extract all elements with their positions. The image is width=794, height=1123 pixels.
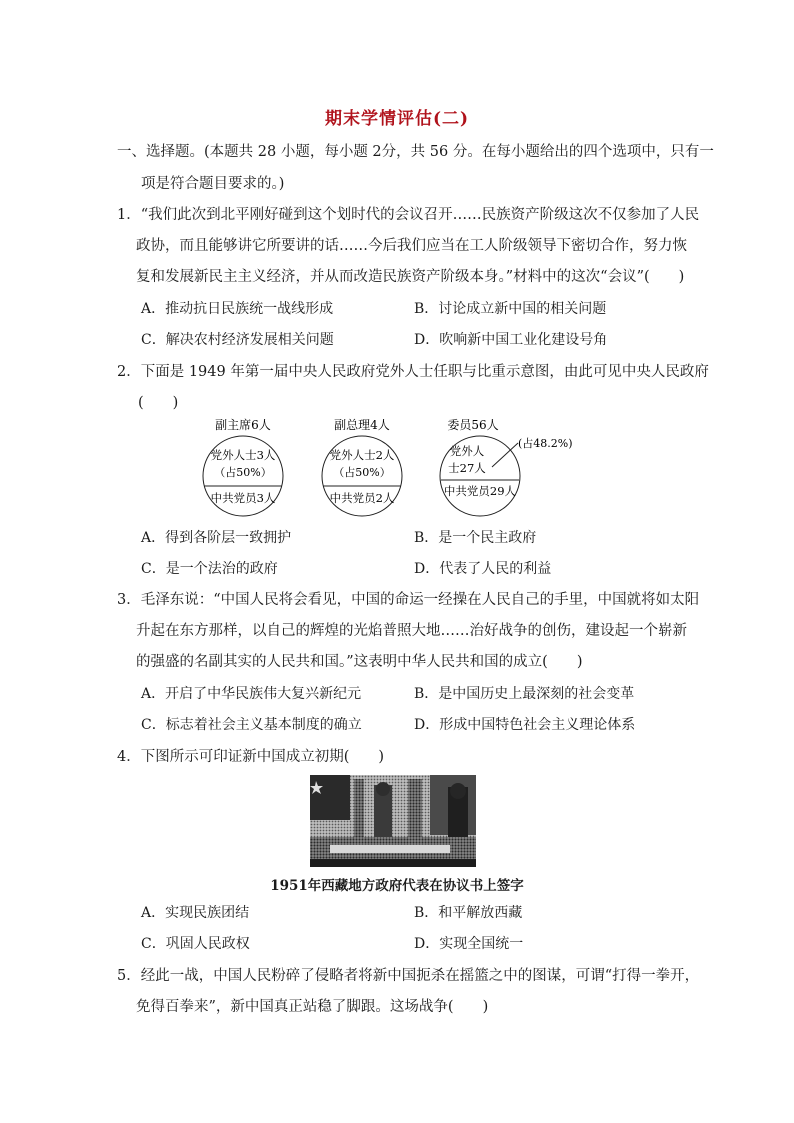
q3-stem-line-3: 的强盛的名副其实的人民共和国。”这表明中华人民共和国的成立( ): [136, 654, 583, 670]
diagram-top1-committee: 党外人: [449, 444, 485, 458]
q4-option-b: B．和平解放西藏: [414, 905, 523, 921]
q2-stem-line-2: ( ): [138, 395, 179, 411]
q1-option-c: C．解决农村经济发展相关问题: [141, 332, 334, 348]
diagram-bottom-vice-premier: 中共党员2人: [329, 491, 395, 505]
q3-option-d: D．形成中国特色社会主义理论体系: [414, 717, 636, 733]
q5-stem-line-2: 免得百拳来”，新中国真正站稳了脚跟。这场战争( ): [136, 999, 489, 1015]
q3-stem-line-1: 3．毛泽东说：“中国人民将会看见，中国的命运一经操在人民自己的手里，中国就将如太阳: [117, 592, 700, 608]
q1-stem-line-1: 1．“我们此次到北平刚好碰到这个划时代的会议召开……民族资产阶级这次不仅参加了人民: [117, 207, 700, 223]
q1-stem-line-2: 政协，而且能够讲它所要讲的话……今后我们应当在工人阶级领导下密切合作，努力恢: [136, 238, 687, 254]
diagram-label-vice-chairman: 副主席6人: [215, 418, 271, 432]
q2-stem-line-1: 2．下面是 1949 年第一届中央人民政府党外人士任职与比重示意图，由此可见中央人民政府: [117, 364, 709, 380]
q4-option-a: A．实现民族团结: [141, 905, 250, 921]
diagram-bottom-committee: 中共党员29人: [443, 484, 517, 498]
q2-option-b: B．是一个民主政府: [414, 530, 537, 546]
page-title: 期末学情评估(二): [324, 109, 470, 129]
q1-stem-line-3: 复和发展新民主主义经济，并从而改造民族资产阶级本身。”材料中的这次“会议”( ): [136, 269, 685, 285]
q3-option-b: B．是中国历史上最深刻的社会变革: [414, 686, 635, 702]
diagram-top2-committee: 士27人: [448, 461, 486, 475]
section-instruction-line-2: 项是符合题目要求的。): [141, 176, 285, 192]
q4-option-d: D．实现全国统一: [414, 936, 524, 952]
q5-stem-line-1: 5．经此一战，中国人民粉碎了侵略者将新中国扼杀在摇篮之中的图谋，可谓“打得一拳开，: [117, 968, 700, 984]
diagram-label-vice-premier: 副总理4人: [334, 418, 390, 432]
q1-option-d: D．吹响新中国工业化建设号角: [414, 332, 608, 348]
q2-diagram: [200, 410, 600, 522]
photo-caption: 1951年西藏地方政府代表在协议书上签字: [270, 878, 524, 894]
q3-option-a: A．开启了中华民族伟大复兴新纪元: [141, 686, 362, 702]
q4-option-c: C．巩固人民政权: [141, 936, 250, 952]
q1-option-b: B．讨论成立新中国的相关问题: [414, 301, 607, 317]
diagram-top2-vice-premier: （占50%）: [333, 466, 391, 479]
q3-stem-line-2: 升起在东方那样，以自己的辉煌的光焰普照大地……治好战争的创伤，建设起一个崭新: [136, 623, 687, 639]
q1-option-a: A．推动抗日民族统一战线形成: [141, 301, 334, 317]
diagram-callout-text: (占48.2%): [518, 437, 573, 450]
q2-option-d: D．代表了人民的利益: [414, 561, 552, 577]
diagram-label-committee: 委员56人: [447, 418, 499, 432]
q2-option-c: C．是一个法治的政府: [141, 561, 278, 577]
diagram-top1-vice-premier: 党外人士2人: [329, 448, 395, 462]
diagram-top2-vice-chairman: （占50%）: [214, 466, 272, 479]
q2-option-a: A．得到各阶层一致拥护: [141, 530, 292, 546]
q3-option-c: C．标志着社会主义基本制度的确立: [141, 717, 362, 733]
q4-stem-line-1: 4．下图所示可印证新中国成立初期( ): [117, 749, 385, 765]
signing-photo: [310, 775, 476, 867]
diagram-top1-vice-chairman: 党外人士3人: [210, 448, 276, 462]
section-instruction-line-1: 一、选择题。(本题共 28 小题，每小题 2分，共 56 分。在每小题给出的四个选项中，只有一: [117, 144, 714, 160]
diagram-bottom-vice-chairman: 中共党员3人: [210, 491, 276, 505]
